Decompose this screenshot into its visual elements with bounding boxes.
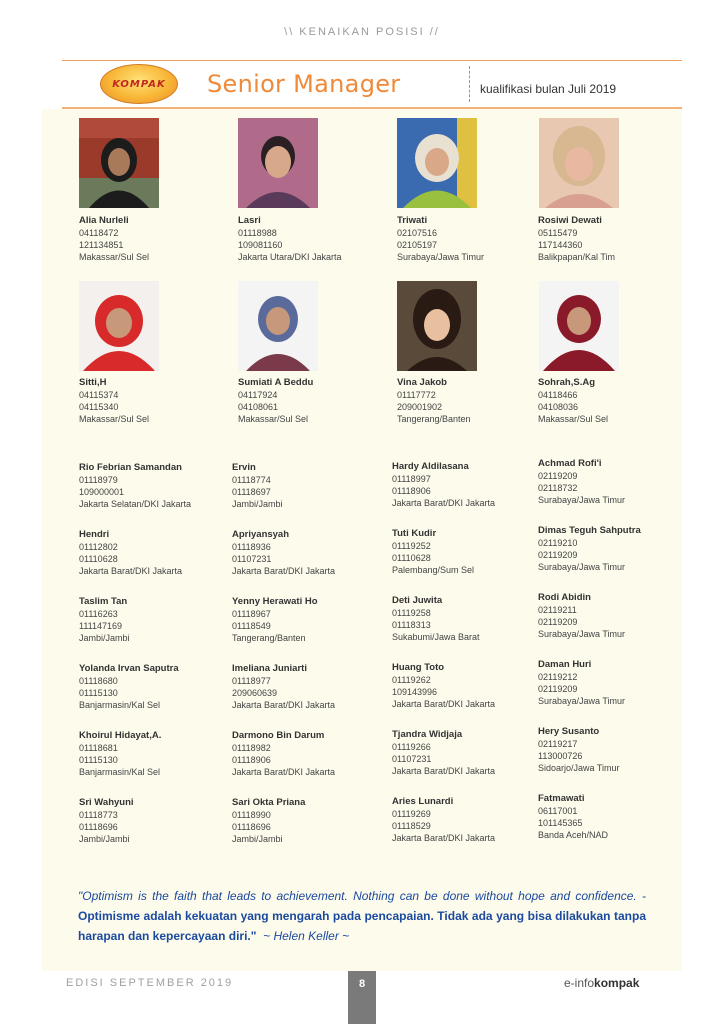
person-name: Imeliana Juniarti	[232, 663, 307, 674]
person-id-1: 02119211	[538, 605, 577, 615]
person-card	[538, 793, 608, 841]
person-name: Rio Febrian Samandan	[79, 462, 182, 473]
person-id-1: 01112802	[79, 542, 118, 552]
person-id-2: 101145365	[538, 818, 583, 828]
person-card	[538, 458, 625, 506]
person-location: Jakarta Barat/DKI Jakarta	[392, 699, 496, 709]
person-name: Yolanda Irvan Saputra	[79, 663, 179, 674]
person-location: Jakarta Selatan/DKI Jakarta	[79, 499, 192, 509]
person-id-2: 01107231	[392, 754, 432, 764]
person-id-1: 02119217	[538, 739, 578, 749]
person-card	[392, 729, 495, 777]
person-id-2: 109000001	[79, 487, 125, 497]
person-id-2: 02119209	[538, 684, 578, 694]
brand-bold: kompak	[594, 976, 640, 990]
person-location: Jakarta Barat/DKI Jakarta	[392, 766, 496, 776]
person-location: Surabaya/Jawa Timur	[538, 696, 626, 706]
person-id-1: 01119269	[392, 809, 431, 819]
person-id-2: 111147169	[79, 621, 123, 631]
person-card	[538, 215, 615, 263]
person-id-2: 01115130	[79, 755, 118, 765]
person-id-1: 02119209	[538, 471, 578, 481]
person-card	[538, 659, 625, 707]
person-name: Deti Juwita	[392, 595, 443, 606]
person-card	[397, 377, 471, 425]
person-id-1: 01119252	[392, 541, 431, 551]
person-id-1: 01118936	[232, 542, 271, 552]
person-id-1: 01118982	[232, 743, 271, 753]
person-card	[392, 528, 474, 576]
person-id-2: 02119209	[538, 550, 578, 560]
person-location: Makassar/Sul Sel	[79, 414, 150, 424]
person-card	[232, 529, 335, 577]
person-id-1: 01117772	[397, 390, 436, 400]
person-location: Palembang/Sum Sel	[392, 565, 475, 575]
person-card	[538, 525, 641, 573]
person-id-2: 01118549	[232, 621, 271, 631]
person-location: Makassar/Sul Sel	[79, 252, 150, 262]
person-id-2: 01110628	[392, 553, 431, 563]
person-id-1: 04118472	[79, 228, 119, 238]
person-location: Banjarmasin/Kal Sel	[79, 700, 161, 710]
person-name: Sri Wahyuni	[79, 797, 134, 808]
person-id-2: 01107231	[232, 554, 272, 564]
person-name: Khoirul Hidayat,A.	[79, 730, 162, 741]
person-name: Sari Okta Priana	[232, 797, 306, 808]
person-card	[232, 730, 335, 778]
person-name: Darmono Bin Darum	[232, 730, 325, 741]
person-card	[538, 592, 625, 640]
quote-author: ~ Helen Keller ~	[263, 929, 350, 943]
person-id-2: 04115340	[79, 402, 119, 412]
person-name: Sohrah,S.Ag	[538, 377, 596, 388]
person-name: Yenny Herawati Ho	[232, 596, 318, 607]
person-id-1: 01119262	[392, 675, 431, 685]
page-number: 8	[348, 971, 376, 1024]
person-card	[232, 462, 283, 510]
person-name: Ervin	[232, 462, 256, 473]
person-name: Alia Nurleli	[79, 215, 129, 226]
person-name: Tjandra Widjaja	[392, 729, 463, 740]
person-name: Rosiwi Dewati	[538, 215, 602, 226]
photo-triwati	[397, 118, 477, 208]
person-location: Makassar/Sul Sel	[238, 414, 309, 424]
person-name: Hendri	[79, 529, 110, 540]
person-location: Surabaya/Jawa Timur	[538, 495, 626, 505]
person-name: Hardy Aldilasana	[392, 461, 469, 472]
person-name: Triwati	[397, 215, 428, 226]
person-location: Surabaya/Jawa Timur	[538, 562, 626, 572]
person-location: Jambi/Jambi	[232, 834, 283, 844]
person-name: Daman Huri	[538, 659, 592, 670]
brand-prefix: e-info	[564, 976, 595, 990]
person-id-1: 04117924	[238, 390, 278, 400]
person-location: Jakarta Barat/DKI Jakarta	[232, 767, 336, 777]
person-id-1: 05115479	[538, 228, 578, 238]
person-id-1: 04118466	[538, 390, 578, 400]
person-id-2: 01118906	[232, 755, 271, 765]
person-id-1: 01118997	[392, 474, 431, 484]
person-name: Tuti Kudir	[392, 528, 437, 539]
person-id-2: 01118313	[392, 620, 431, 630]
person-name: Apriyansyah	[232, 529, 290, 540]
person-id-1: 01116263	[79, 609, 118, 619]
person-name: Vina Jakob	[397, 377, 447, 388]
person-location: Surabaya/Jawa Timur	[397, 252, 485, 262]
person-id-1: 04115374	[79, 390, 119, 400]
person-card	[392, 595, 480, 643]
person-id-2: 209001902	[397, 402, 443, 412]
person-card	[392, 796, 495, 844]
photo-lasri	[238, 118, 318, 208]
person-location: Jakarta Utara/DKI Jakarta	[238, 252, 342, 262]
person-id-2: 01118696	[79, 822, 118, 832]
person-id-1: 01119266	[392, 742, 431, 752]
person-id-1: 01118988	[238, 228, 277, 238]
section-header: \\ KENAIKAN POSISI //	[284, 26, 440, 38]
person-id-1: 01118977	[232, 676, 271, 686]
person-id-2: 121134851	[79, 240, 124, 250]
person-location: Jakarta Barat/DKI Jakarta	[392, 498, 496, 508]
footer-brand	[564, 976, 639, 990]
person-name: Taslim Tan	[79, 596, 128, 607]
person-name: Lasri	[238, 215, 261, 226]
person-id-1: 01118990	[232, 810, 271, 820]
person-name: Sitti,H	[79, 377, 107, 388]
person-id-2: 117144360	[538, 240, 583, 250]
person-location: Surabaya/Jawa Timur	[538, 629, 626, 639]
person-card	[538, 726, 620, 774]
person-id-2: 02118732	[538, 483, 578, 493]
person-location: Jakarta Barat/DKI Jakarta	[392, 833, 496, 843]
person-card	[79, 462, 191, 510]
person-name: Rodi Abidin	[538, 592, 591, 603]
person-card	[79, 663, 179, 711]
inspirational-quote	[78, 886, 646, 946]
person-location: Jakarta Barat/DKI Jakarta	[232, 566, 336, 576]
person-location: Jambi/Jambi	[232, 499, 283, 509]
person-card	[232, 663, 335, 711]
person-card	[79, 730, 161, 778]
person-id-2: 01115130	[79, 688, 118, 698]
person-name: Huang Toto	[392, 662, 445, 673]
person-id-1: 01118774	[232, 475, 271, 485]
person-card	[392, 461, 495, 509]
person-id-1: 01118773	[79, 810, 118, 820]
person-id-1: 01119258	[392, 608, 431, 618]
person-id-2: 01118529	[392, 821, 431, 831]
photo-alia-nurleli	[79, 118, 159, 208]
person-id-1: 02107516	[397, 228, 438, 238]
photo-sohrah-s-ag	[539, 281, 619, 371]
person-id-1: 02119210	[538, 538, 578, 548]
person-card	[392, 662, 495, 710]
person-card	[238, 377, 313, 425]
quote-indonesian: Optimisme adalah kekuatan yang mengarah pada pencapaian. Tidak ada yang bisa dilakukan tanpa harapan dan kepercayaan diri."	[78, 909, 646, 943]
person-location: Tangerang/Banten	[397, 414, 471, 424]
person-name: Achmad Rofi'i	[538, 458, 602, 469]
person-card	[538, 377, 608, 425]
quote-english: "Optimism is the faith that leads to achievement. Nothing can be done without hope and confidence. -	[78, 889, 646, 903]
person-name: Hery Susanto	[538, 726, 600, 737]
person-id-1: 02119212	[538, 672, 578, 682]
person-id-2: 01118906	[392, 486, 431, 496]
header-divider	[469, 66, 470, 102]
header-rule-top	[62, 60, 682, 61]
person-card	[79, 797, 134, 845]
person-id-2: 02119209	[538, 617, 578, 627]
footer-edition: EDISI SEPTEMBER 2019	[66, 977, 234, 989]
person-location: Sukabumi/Jawa Barat	[392, 632, 480, 642]
person-id-1: 01118979	[79, 475, 118, 485]
person-location: Sidoarjo/Jawa Timur	[538, 763, 620, 773]
person-card	[79, 377, 149, 425]
person-location: Jambi/Jambi	[79, 834, 130, 844]
person-id-2: 109081160	[238, 240, 283, 250]
person-location: Jambi/Jambi	[79, 633, 130, 643]
person-name: Aries Lunardi	[392, 796, 454, 807]
person-id-2: 109143996	[392, 687, 438, 697]
person-name: Sumiati A Beddu	[238, 377, 314, 388]
person-location: Balikpapan/Kal Tim	[538, 252, 616, 262]
person-name: Fatmawati	[538, 793, 585, 804]
person-location: Makassar/Sul Sel	[538, 414, 609, 424]
page-title: Senior Manager	[207, 70, 401, 98]
person-name: Dimas Teguh Sahputra	[538, 525, 641, 536]
person-id-2: 113000726	[538, 751, 583, 761]
photo-sitti-h	[79, 281, 159, 371]
person-id-2: 04108036	[538, 402, 579, 412]
person-id-1: 01118681	[79, 743, 118, 753]
qualification-period: kualifikasi bulan Juli 2019	[480, 82, 617, 96]
person-id-2: 01118696	[232, 822, 271, 832]
person-id-1: 01118967	[232, 609, 271, 619]
photo-rosiwi-dewati	[539, 118, 619, 208]
person-location: Banjarmasin/Kal Sel	[79, 767, 161, 777]
person-id-2: 02105197	[397, 240, 438, 250]
person-id-1: 06117001	[538, 806, 578, 816]
logo-text: KOMPAK	[112, 78, 166, 90]
person-card	[79, 215, 149, 263]
person-card	[79, 596, 130, 644]
person-id-2: 04108061	[238, 402, 279, 412]
person-card	[238, 215, 342, 263]
person-card	[232, 797, 305, 845]
kompak-logo	[100, 64, 178, 104]
person-location: Jakarta Barat/DKI Jakarta	[232, 700, 336, 710]
person-location: Jakarta Barat/DKI Jakarta	[79, 566, 183, 576]
person-id-2: 01110628	[79, 554, 118, 564]
person-card	[232, 596, 318, 644]
photo-vina-jakob	[397, 281, 477, 371]
person-card	[79, 529, 182, 577]
photo-sumiati-a-beddu	[238, 281, 318, 371]
person-location: Tangerang/Banten	[232, 633, 306, 643]
person-location: Banda Aceh/NAD	[538, 830, 609, 840]
person-id-1: 01118680	[79, 676, 118, 686]
person-id-2: 01118697	[232, 487, 271, 497]
person-id-2: 209060639	[232, 688, 278, 698]
person-card	[397, 215, 484, 263]
